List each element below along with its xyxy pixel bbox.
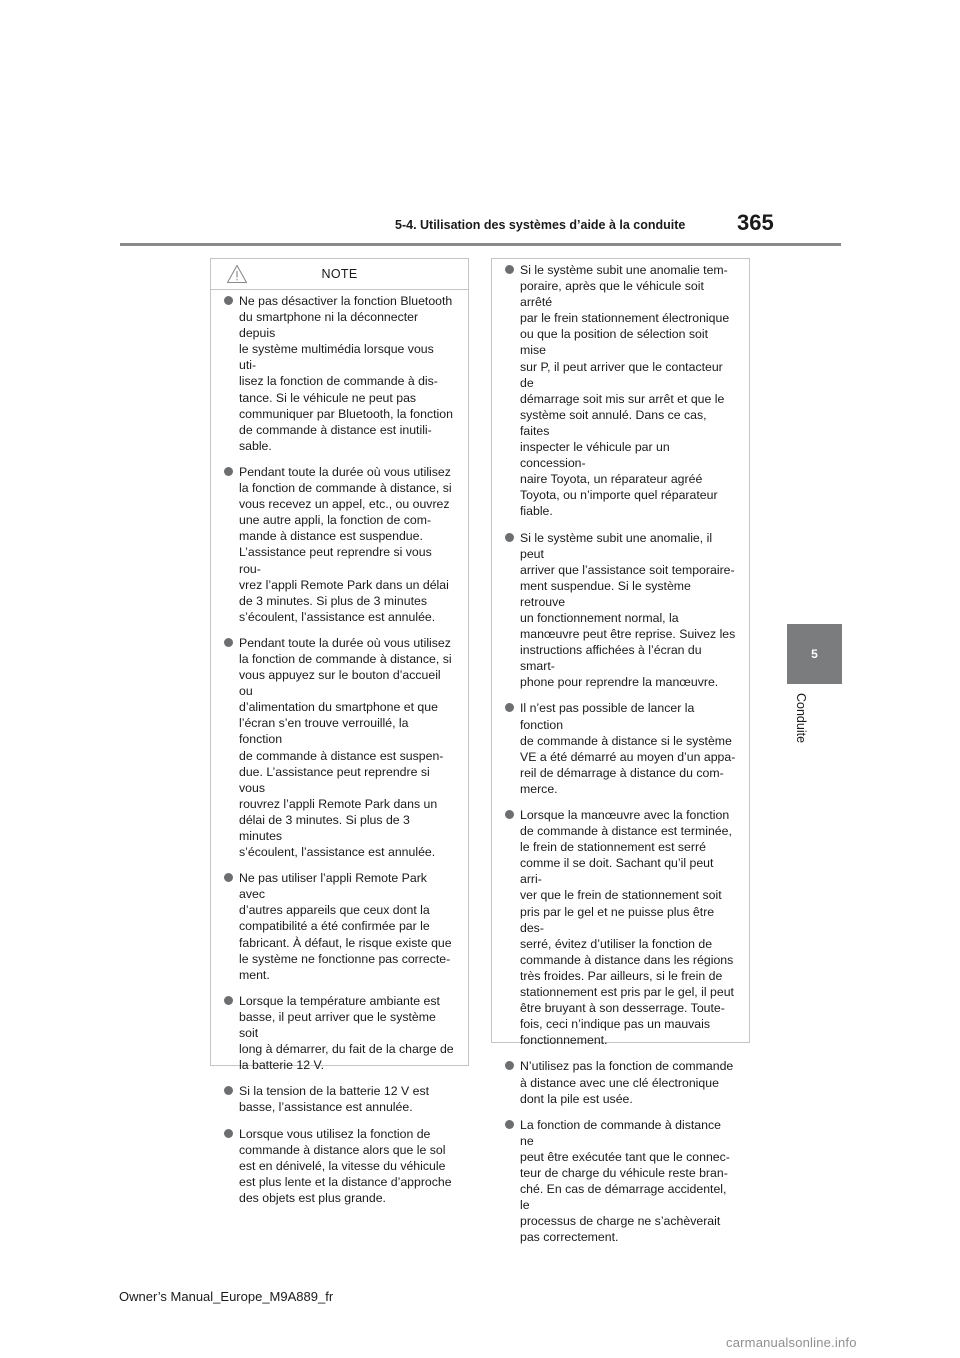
list-item-text: Lorsque la température ambiante est basse, il peut arriver que le système soit long à démarrer, du fait de la charge de la batterie 12 V. bbox=[239, 993, 454, 1073]
list-item bbox=[504, 700, 737, 797]
list-item bbox=[223, 1126, 454, 1206]
watermark: carmanualsonline.info bbox=[726, 1335, 857, 1350]
list-item-text: N’utilisez pas la fonction de commande à distance avec une clé électronique dont la pile est usée. bbox=[520, 1059, 734, 1106]
note-box-left-column bbox=[210, 258, 469, 1205]
list-item bbox=[223, 993, 454, 1073]
note-header bbox=[211, 259, 468, 290]
list-item-text: Si le système subit une anomalie, il peut arriver que l’assistance soit temporaire- ment suspendue. Si le système retrouve un fonctionnement normal, la manœuvre peut être reprise. Suivez les instructions affichées à l’écran du smart- phone pour reprendre la manœuvre. bbox=[520, 530, 736, 690]
bullet-icon bbox=[505, 810, 514, 819]
list-item bbox=[504, 262, 737, 520]
section-title: 5-4. Utilisation des systèmes d’aide à la conduite bbox=[395, 218, 686, 232]
list-item-text: Pendant toute la durée où vous utilisez la fonction de commande à distance, si vous appuyez sur le bouton d’accueil ou d’alimentation du smartphone et que l’écran s’en trouve verrouillé, la fonction de commande à distance est suspen- due. L’assistance peut reprendre si vous rouvrez l’appli Remote Park dans un délai de 3 minutes. Si plus de 3 minutes s’écoulent, l’assistance est annulée. bbox=[239, 635, 452, 860]
list-item-text: Si le système subit une anomalie tem- poraire, après que le véhicule soit arrêté par le frein stationnement électronique ou que la position de sélection soit mise sur P, il peut arriver que le contacteur de démarrage soit mis sur arrêt et que le système soit annulé. Dans ce cas, faites inspecter le véhicule par un concession- naire Toyota, un réparateur agréé Toyota, ou n’importe quel réparateur fiable. bbox=[520, 263, 730, 519]
list-item-text: Il n’est pas possible de lancer la fonction de commande à distance si le système VE a été démarré au moyen d’un appa- reil de démarrage à distance du com- merce. bbox=[520, 701, 736, 796]
list-item bbox=[223, 293, 454, 454]
bullet-icon bbox=[224, 467, 233, 476]
bullet-icon bbox=[505, 265, 514, 274]
footer-manual-id: Owner’s Manual_Europe_M9A889_fr bbox=[119, 1289, 334, 1304]
bullet-icon bbox=[505, 703, 514, 712]
list-item bbox=[223, 870, 454, 983]
bullet-icon bbox=[224, 1086, 233, 1095]
list-item bbox=[223, 635, 454, 860]
list-item bbox=[504, 1058, 737, 1106]
bullet-icon bbox=[224, 296, 233, 305]
bullet-icon bbox=[224, 638, 233, 647]
list-item bbox=[504, 1117, 737, 1246]
bullet-icon bbox=[505, 1061, 514, 1070]
list-item-text: Lorsque la manœuvre avec la fonction de commande à distance est terminée, le frein de stationnement est serré comme il se doit. Sachant qu’il peut arri- ver que le frein de stationnement soit pris par le gel et ne puisse plus être des- serré, évitez d’utiliser la fonction de commande à distance dans les régions très froides. Par ailleurs, si le frein de stationnement est pris par le gel, il peut être bruyant à son desserrage. Toute- fois, ceci n’indique pas un mauvais fonctionnement. bbox=[520, 808, 734, 1048]
note-label: NOTE bbox=[321, 266, 358, 281]
list-item bbox=[504, 807, 737, 1048]
list-item bbox=[223, 1083, 454, 1115]
bullet-icon bbox=[224, 873, 233, 882]
list-item-text: Lorsque vous utilisez la fonction de commande à distance alors que le sol est en dénivelé, la vitesse du véhicule est plus lente et la distance d’approche des objets est plus grande. bbox=[239, 1126, 452, 1205]
list-item-text: Si la tension de la batterie 12 V est basse, l’assistance est annulée. bbox=[239, 1084, 430, 1115]
list-item-text: Pendant toute la durée où vous utilisez la fonction de commande à distance, si vous recevez un appel, etc., ou ouvrez une autre appli, la fonction de com- mande à distance est suspendue. L’assistance peut reprendre si vous rou- vrez l’appli Remote Park dans un délai de 3 minutes. Si plus de 3 minutes s’écoulent, l’assistance est annulée. bbox=[239, 464, 452, 624]
bullet-icon bbox=[224, 1129, 233, 1138]
list-item bbox=[223, 464, 454, 625]
note-items-left bbox=[223, 290, 454, 1206]
chapter-number: 5 bbox=[811, 647, 818, 661]
list-item bbox=[504, 530, 737, 691]
bullet-icon bbox=[505, 1120, 514, 1129]
list-item-text: Ne pas désactiver la fonction Bluetooth du smartphone ni la déconnecter depuis le système multimédia lorsque vous uti- lisez la fonction de commande à dis- tance. Si le véhicule ne peut pas communiquer par Bluetooth, la fonction de commande à distance est inutili- sable. bbox=[239, 294, 453, 453]
chapter-tab bbox=[787, 624, 842, 684]
bullet-icon bbox=[505, 533, 514, 542]
warning-triangle-icon bbox=[226, 264, 248, 284]
bullet-icon bbox=[224, 996, 233, 1005]
chapter-label: Conduite bbox=[794, 693, 808, 744]
list-item-text: Ne pas utiliser l’appli Remote Park avec d’autres appareils que ceux dont la compatibilité a été confirmée par le fabricant. À défaut, le risque existe que le système ne fonctionne pas correcte- ment. bbox=[239, 871, 452, 982]
note-items-right bbox=[504, 262, 737, 1245]
list-item-text: La fonction de commande à distance ne peut être exécutée tant que le connec- teur de charge du véhicule reste bran- ché. En cas de démarrage accidentel, le processus de charge ne s’achèverait pas correctement. bbox=[520, 1117, 730, 1245]
note-box-right-column bbox=[491, 258, 750, 1245]
header-rule bbox=[120, 243, 841, 246]
page-number: 365 bbox=[737, 210, 774, 235]
